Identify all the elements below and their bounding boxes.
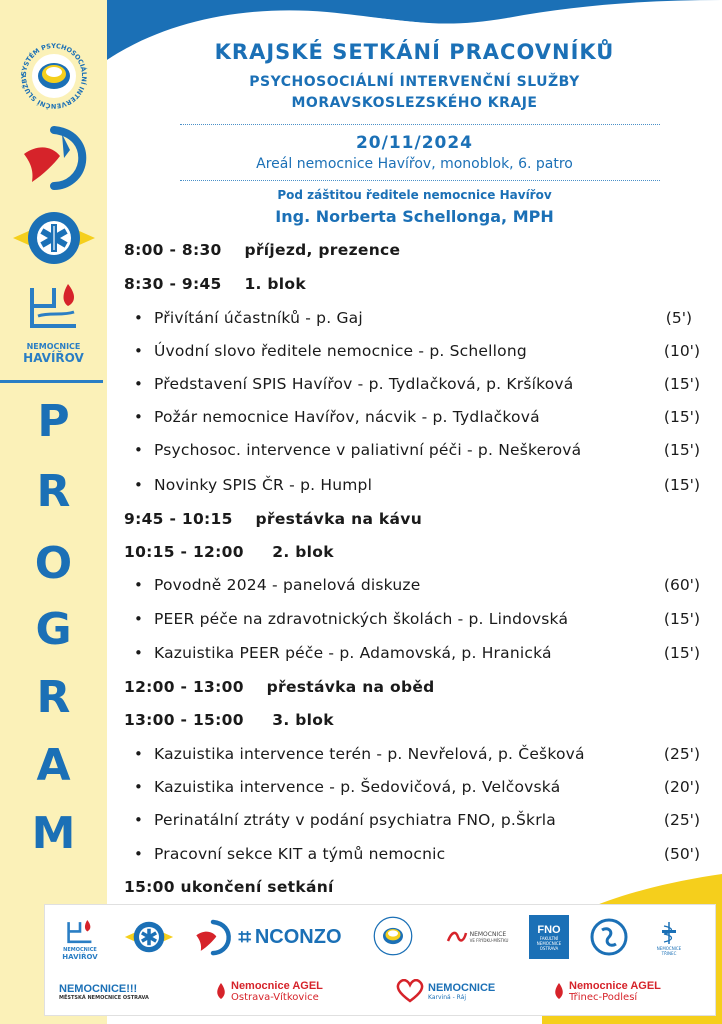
slot-block2 [124, 543, 704, 565]
bullet: • [134, 309, 143, 327]
item-text: Představení SPIS Havířov - p. Tydlačková, p. Kršíková [154, 375, 574, 393]
list-item [134, 375, 700, 397]
agel-drop-icon [215, 981, 227, 1001]
havirov-hands-icon [63, 919, 97, 947]
item-duration: (20') [663, 778, 700, 796]
frydek-line1: NEMOCNICE [469, 931, 507, 938]
slot-time: 13:00 - 15:00 [124, 711, 244, 729]
havirov-label-top: NEMOCNICE [26, 342, 81, 351]
bullet: • [134, 441, 143, 459]
item-duration: (15') [663, 375, 700, 393]
item-text: Perinatální ztráty v podání psychiatra FNO, p.Škrla [154, 811, 556, 829]
item-duration: (25') [663, 745, 700, 763]
item-text: Kazuistika intervence - p. Šedovičová, p. Velčovská [154, 778, 561, 796]
bullet: • [134, 476, 143, 494]
bullet: • [134, 576, 143, 594]
svg-text:SYSTÉM PSYCHOSOCIÁLNÍ INTERVEN: SYSTÉM PSYCHOSOCIÁLNÍ INTERVENČNÍ SLUŽBY [19, 41, 88, 111]
red-blue-emblem-logo [18, 124, 90, 190]
dotted-divider-bottom [180, 180, 660, 181]
emblem-icon [18, 124, 90, 190]
bullet: • [134, 342, 143, 360]
slot-label: ukončení setkání [180, 878, 334, 896]
footer-logo-havirov [57, 915, 103, 965]
program-letter-g: G [35, 604, 72, 655]
patronage-note: Pod záštitou ředitele nemocnice Havířov [277, 188, 552, 202]
havirov-label-bottom: HAVÍŘOV [23, 351, 84, 365]
bullet: • [134, 745, 143, 763]
item-text: Přivítání účastníků - p. Gaj [154, 309, 363, 327]
blue-circle-emblem-icon [590, 918, 628, 956]
sidebar-divider [0, 380, 103, 383]
footer-logo-mno [59, 977, 199, 1007]
item-text: Kazuistika PEER péče - p. Adamovská, p. Hranická [154, 644, 552, 662]
list-item [134, 309, 700, 331]
agel2-sub: Třinec-Podlesí [569, 991, 638, 1003]
slot-label: 2. blok [272, 543, 334, 561]
fno-line2: NEMOCNICE [536, 940, 562, 946]
program-letter-p: P [37, 396, 70, 447]
list-item [134, 476, 700, 498]
slot-time: 8:30 - 9:45 [124, 275, 222, 293]
mno-title: NEMOCNICE!!! [59, 983, 138, 995]
item-duration: (15') [663, 408, 700, 426]
spis-logo-icon [368, 912, 418, 960]
fno-line3: OSTRAVA [539, 945, 559, 951]
event-subtitle-line2: MORAVSKOSLEZSKÉHO KRAJE [291, 95, 538, 111]
list-item [134, 644, 700, 666]
plus-grid-icon: ⌗ [238, 924, 251, 950]
program-letter-m: M [31, 808, 76, 859]
event-subtitle-line1: PSYCHOSOCIÁLNÍ INTERVENČNÍ SLUŽBY [249, 74, 580, 90]
fno-abbr: FNO [537, 923, 561, 936]
list-item [134, 745, 700, 767]
bullet: • [134, 408, 143, 426]
list-item [134, 845, 700, 867]
slot-block3 [124, 711, 704, 733]
slot-label: 3. blok [272, 711, 334, 729]
footer-logo-fno [529, 915, 569, 959]
list-item [134, 778, 700, 800]
bullet: • [134, 610, 143, 628]
footer-logo-karvina [395, 975, 525, 1007]
item-text: Pracovní sekce KIT a týmů nemocnic [154, 845, 446, 863]
item-text: Požár nemocnice Havířov, nácvik - p. Tydlačková [154, 408, 540, 426]
slot-label: přestávka na kávu [255, 510, 423, 528]
program-letter-r: R [36, 466, 71, 517]
frydek-wave-icon [446, 927, 468, 947]
item-text: Psychosoc. intervence v paliativní péči - p. Neškerová [154, 441, 582, 459]
nemocnice-havirov-logo [19, 282, 89, 372]
emblem-icon [193, 918, 233, 956]
footer-logo-blue-circle [589, 917, 629, 957]
frydek-line2: VE FRÝDKU-MÍSTKU [469, 938, 509, 943]
list-item [134, 342, 700, 364]
footer-logo-agel-vitkovice [215, 975, 365, 1007]
program-letter-o: O [34, 538, 73, 589]
havirov-hands-icon [24, 282, 84, 336]
bullet: • [134, 778, 143, 796]
event-title: KRAJSKÉ SETKÁNÍ PRACOVNÍKŮ [214, 40, 615, 64]
list-item [134, 811, 700, 833]
slot-block1 [124, 275, 704, 297]
list-item [134, 441, 700, 463]
item-duration: (15') [663, 610, 700, 628]
item-duration: (15') [663, 644, 700, 662]
item-text: PEER péče na zdravotnických školách - p. Lindovská [154, 610, 569, 628]
zzs-msk-logo [9, 204, 99, 272]
slot-lunch-break [124, 678, 704, 700]
program-letter-r2: R [36, 672, 71, 723]
bullet: • [134, 375, 143, 393]
spis-logo [14, 40, 94, 112]
slot-label: příjezd, prezence [244, 241, 401, 259]
patron-name: Ing. Norberta Schellonga, MPH [275, 207, 554, 226]
slot-time: 15:00 [124, 878, 175, 896]
footer-logo-zzs [121, 917, 177, 957]
slot-end [124, 878, 704, 900]
havirov-footer-top: NEMOCNICE [63, 947, 97, 953]
slot-time: 8:00 - 8:30 [124, 241, 222, 259]
sidebar [0, 0, 107, 1024]
bullet: • [134, 644, 143, 662]
slot-label: přestávka na oběd [266, 678, 435, 696]
dotted-divider-top [180, 124, 660, 125]
agel-drop-icon [553, 981, 565, 1001]
slot-time: 10:15 - 12:00 [124, 543, 244, 561]
item-text: Novinky SPIS ČR - p. Humpl [154, 476, 373, 494]
item-duration: (60') [663, 576, 700, 594]
nconzo-label: NCONZO [254, 925, 342, 948]
footer-logo-emblem [193, 917, 233, 957]
item-text: Kazuistika intervence terén - p. Nevřelová, p. Češková [154, 745, 585, 763]
agel1-sub: Ostrava-Vítkovice [231, 991, 319, 1003]
karvina-title: NEMOCNICE [428, 981, 496, 994]
item-duration: (25') [663, 811, 700, 829]
agel1-title: Nemocnice AGEL [231, 979, 323, 992]
item-duration: (15') [663, 476, 700, 494]
partner-logos-footer [44, 904, 716, 1016]
list-item [134, 408, 700, 430]
item-text: Povodně 2024 - panelová diskuze [154, 576, 421, 594]
mno-sub: MĚSTSKÁ NEMOCNICE OSTRAVA [59, 995, 149, 1001]
list-item [134, 576, 700, 598]
slot-label: 1. blok [244, 275, 306, 293]
slot-time: 9:45 - 10:15 [124, 510, 233, 528]
heart-icon [395, 979, 425, 1003]
item-text: Úvodní slovo ředitele nemocnice - p. Schellong [154, 342, 527, 360]
item-duration: (10') [663, 342, 700, 360]
trinec-line1: NEMOCNICE [656, 946, 682, 951]
zzs-star-of-life-icon [121, 917, 177, 957]
spis-logo-icon [14, 40, 94, 112]
footer-logo-frydek [439, 921, 515, 953]
program-letter-a: A [36, 740, 71, 791]
event-date: 20/11/2024 [355, 133, 474, 153]
slot-coffee-break [124, 510, 704, 532]
footer-logo-spis [367, 911, 419, 961]
bullet: • [134, 811, 143, 829]
item-duration: (50') [663, 845, 700, 863]
slot-time: 12:00 - 13:00 [124, 678, 244, 696]
footer-logo-nconzo [235, 921, 345, 953]
item-duration: (15') [663, 441, 700, 459]
event-venue: Areál nemocnice Havířov, monoblok, 6. patro [256, 156, 573, 172]
slot-arrival [124, 241, 704, 263]
havirov-footer-bottom: HAVÍŘOV [62, 953, 98, 961]
footer-logo-trinec [647, 913, 691, 963]
zzs-star-of-life-icon [9, 204, 99, 272]
fno-line1: FAKULTNÍ [539, 935, 559, 941]
bullet: • [134, 845, 143, 863]
karvina-sub: Karviná - Ráj [428, 993, 467, 1001]
footer-logo-agel-trinec [553, 975, 703, 1007]
agel2-title: Nemocnice AGEL [569, 979, 661, 992]
item-duration: (5') [665, 309, 692, 327]
trinec-line2: TŘINEC [661, 951, 677, 956]
caduceus-icon [658, 920, 680, 946]
list-item [134, 610, 700, 632]
